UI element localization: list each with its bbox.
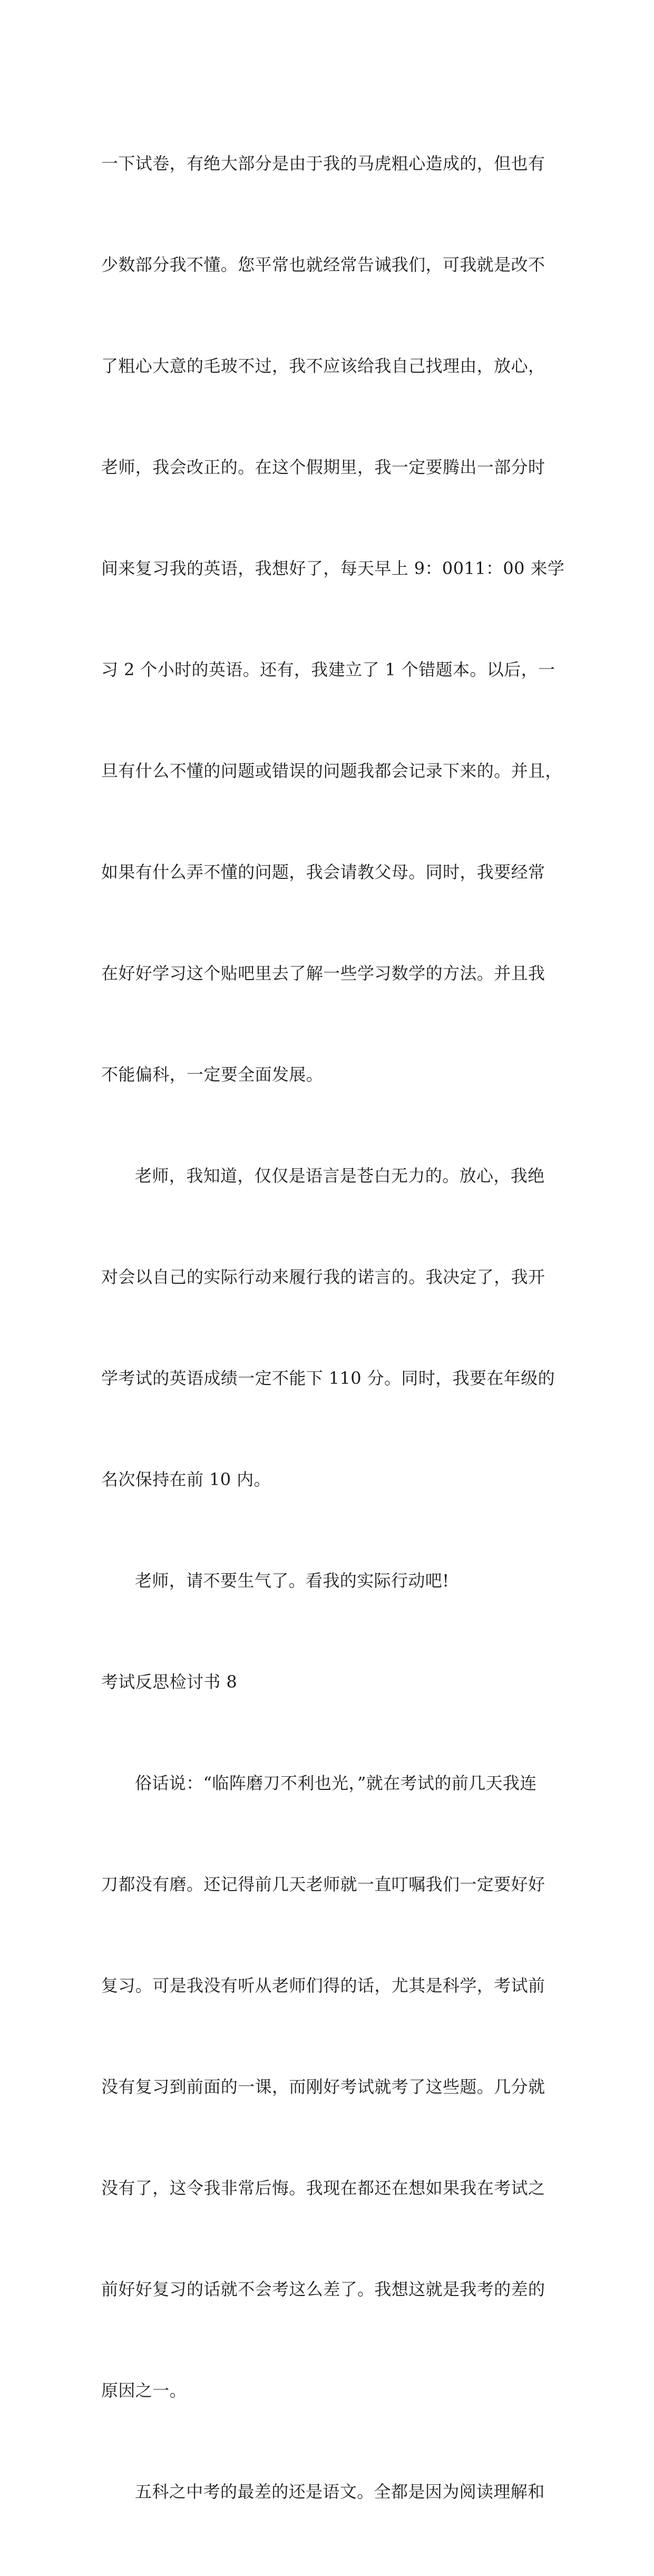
body-line: 习 2 个小时的英语。还有，我建立了 1 个错题本。以后，一 bbox=[101, 660, 555, 680]
body-line: 没有了，这令我非常后悔。我现在都还在想如果我在考试之 bbox=[101, 2178, 545, 2198]
body-line: 复习。可是我没有听从老师们得的话，尤其是科学，考试前 bbox=[101, 1975, 545, 1996]
body-line: 没有复习到前面的一课，而刚好考试就考了这些题。几分就 bbox=[101, 2077, 545, 2097]
body-line: 老师，我会改正的。在这个假期里，我一定要腾出一部分时 bbox=[101, 457, 545, 477]
body-line: 在好好学习这个贴吧里去了解一些学习数学的方法。并且我 bbox=[101, 963, 545, 983]
document-body bbox=[101, 79, 565, 2576]
body-line: 如果有什么弄不懂的问题，我会请教父母。同时，我要经常 bbox=[101, 862, 545, 882]
body-line: 旦有什么不懂的问题或错误的问题我都会记录下来的。并且， bbox=[101, 761, 562, 781]
body-line: 少数部分我不懂。您平常也就经常告诫我们，可我就是改不 bbox=[101, 255, 545, 275]
body-line: 对会以自己的实际行动来履行我的诺言的。我决定了，我开 bbox=[101, 1267, 545, 1287]
body-line: 学考试的英语成绩一定不能下 110 分。同时，我要在年级的 bbox=[101, 1368, 555, 1388]
body-line: 前好好复习的话就不会考这么差了。我想这就是我考的差的 bbox=[101, 2279, 545, 2299]
section-heading: 考试反思检讨书 8 bbox=[101, 1672, 238, 1692]
body-line: 名次保持在前 10 内。 bbox=[101, 1469, 271, 1489]
body-line: 不能偏科，一定要全面发展。 bbox=[101, 1064, 324, 1084]
body-line: 了粗心大意的毛玻不过，我不应该给我自己找理由，放心， bbox=[101, 356, 545, 376]
body-line: 刀都没有磨。还记得前几天老师就一直叮嘱我们一定要好好 bbox=[101, 1874, 545, 1894]
paragraph-first-line: 俗话说：“临阵磨刀不利也光，”就在考试的前几天我连 bbox=[135, 1773, 537, 1793]
paragraph-first-line: 老师，请不要生气了。看我的实际行动吧! bbox=[135, 1571, 450, 1591]
body-line: 间来复习我的英语，我想好了，每天早上 9：0011：00 来学 bbox=[101, 558, 565, 578]
body-line: 原因之一。 bbox=[101, 2380, 187, 2400]
paragraph-first-line: 老师，我知道，仅仅是语言是苍白无力的。放心，我绝 bbox=[135, 1166, 545, 1186]
body-line: 一下试卷，有绝大部分是由于我的马虎粗心造成的，但也有 bbox=[101, 153, 545, 173]
paragraph-first-line: 五科之中考的最差的还是语文。全都是因为阅读理解和 bbox=[135, 2482, 545, 2502]
